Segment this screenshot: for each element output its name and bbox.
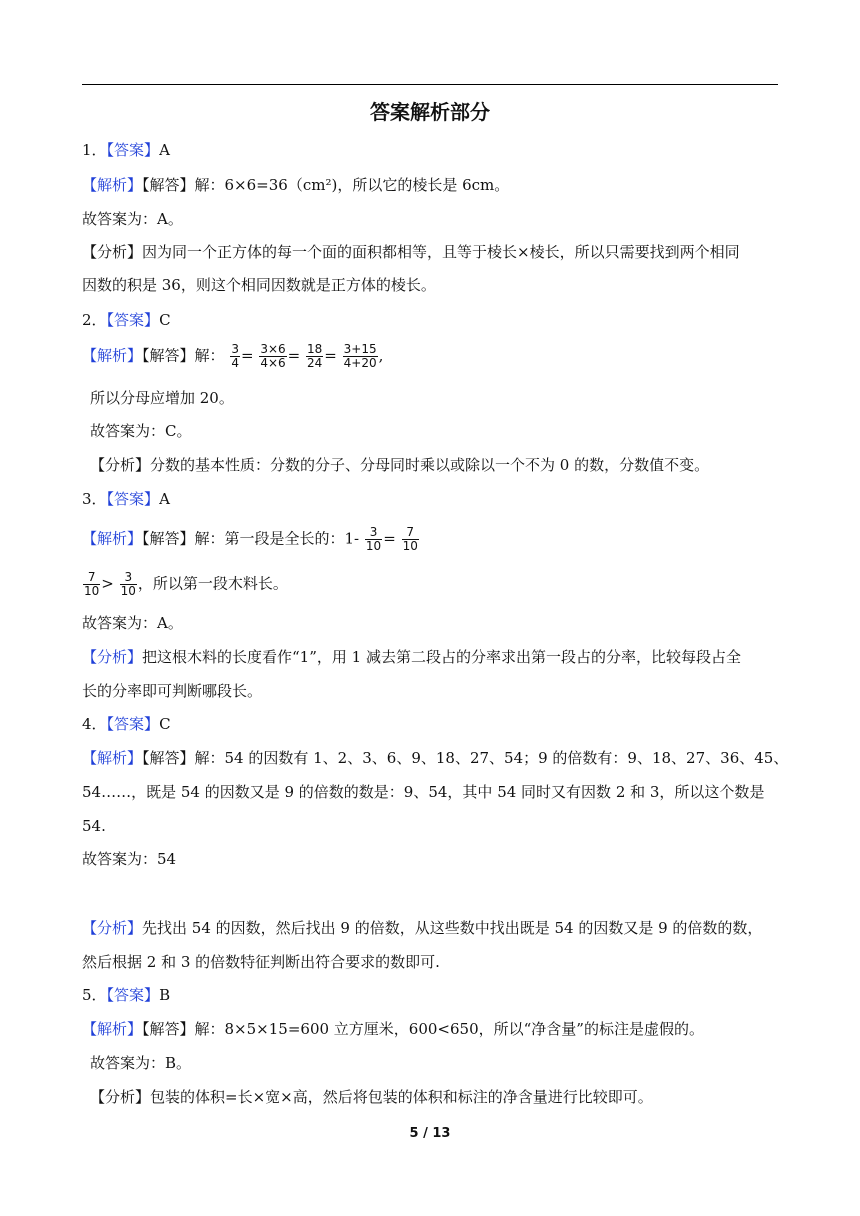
q1-final: 故答案为：A。: [82, 210, 183, 228]
header-rule: [82, 84, 778, 85]
q5-final: 故答案为：B。: [90, 1054, 192, 1072]
q2-solution: 【解析】【解答】解： $\frac{3}{4}$ = $\frac{3\times 6}{4\times 6}$ = $\frac{18}{24}$ = $\frac{3+15}{4+20}$ ,: [82, 342, 384, 370]
q4-analysis-2: 然后根据 2 和 3 的倍数特征判断出符合要求的数即可.: [82, 953, 440, 971]
page-number: 5 / 13: [409, 1126, 451, 1141]
q4-answer: 4．【答案】C: [82, 715, 171, 733]
fraction: $\frac{3}{10}$: [120, 570, 136, 598]
q4-solution-1: 【解析】【解答】解：54 的因数有 1、2、3、6、9、18、27、54；9 的倍数有：9、18、27、36、45、: [82, 749, 789, 767]
q4-analysis-1: 【分析】先找出 54 的因数，然后找出 9 的倍数，从这些数中找出既是 54 的因数又是 9 的倍数的数，: [82, 919, 763, 937]
q2-line2: 所以分母应增加 20。: [90, 389, 234, 407]
q1-answer: 1．【答案】A: [82, 141, 170, 159]
q4-solution-2: 54……，既是 54 的因数又是 9 的倍数的数是：9、54，其中 54 同时又有因数 2 和 3，所以这个数是: [82, 783, 765, 801]
q2-answer: 2．【答案】C: [82, 311, 171, 329]
fraction: $\frac{3}{4}$: [231, 342, 239, 370]
fraction: $\frac{3\times 6}{4\times 6}$: [260, 342, 286, 370]
fraction: $\frac{3+15}{4+20}$: [343, 342, 377, 370]
q3-analysis-2: 长的分率即可判断哪段长。: [82, 682, 263, 700]
q2-analysis: 【分析】分数的基本性质：分数的分子、分母同时乘以或除以一个不为 0 的数，分数值不变。: [90, 456, 710, 474]
fraction: $\frac{7}{10}$: [84, 570, 100, 598]
q4-final: 故答案为：54: [82, 850, 177, 868]
q3-analysis-1: 【分析】把这根木料的长度看作“1”，用 1 减去第二段占的分率求出第一段占的分率，比较每段占全: [82, 648, 741, 666]
q3-solution: 【解析】【解答】解：第一段是全长的：1- $\frac{3}{10}$ = $\frac{7}{10}$: [82, 525, 418, 553]
q5-solution: 【解析】【解答】解：8×5×15=600 立方厘米，600<650，所以“净含量”的标注是虚假的。: [82, 1020, 704, 1038]
fraction: $\frac{3}{10}$: [365, 525, 382, 553]
q3-answer: 3．【答案】A: [82, 490, 170, 508]
q5-analysis: 【分析】包装的体积=长×宽×高，然后将包装的体积和标注的净含量进行比较即可。: [90, 1088, 653, 1106]
q1-solution: 【解析】【解答】解：6×6=36（cm²)，所以它的棱长是 6cm。: [82, 176, 510, 194]
q5-answer: 5．【答案】B: [82, 986, 171, 1004]
q3-final: 故答案为：A。: [82, 614, 183, 632]
q4-solution-3: 54.: [82, 817, 106, 835]
page-title: 答案解析部分: [370, 100, 490, 124]
q2-final: 故答案为：C。: [90, 422, 192, 440]
q1-analysis-2: 因数的积是 36，则这个相同因数就是正方体的棱长。: [82, 276, 436, 294]
fraction: $\frac{7}{10}$: [402, 525, 418, 553]
fraction: $\frac{18}{24}$: [307, 342, 323, 370]
q1-analysis-1: 【分析】因为同一个正方体的每一个面的面积都相等，且等于棱长×棱长，所以只需要找到两个相同: [82, 243, 740, 261]
q3-compare: $\frac{7}{10}$ > $\frac{3}{10}$ ，所以第一段木料长。: [84, 570, 288, 598]
